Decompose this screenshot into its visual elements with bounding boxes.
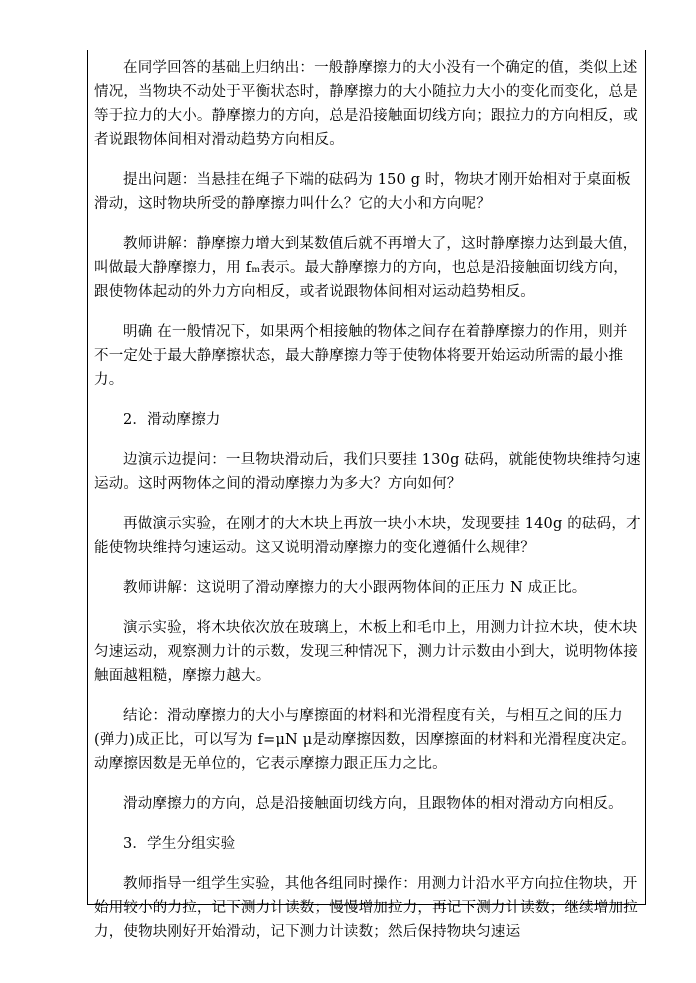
paragraph-conclusion: 结论：滑动摩擦力的大小与摩擦面的材料和光滑程度有关，与相互之间的压力(弹力)成正比，可以写为 f=μN μ是动摩擦因数，因摩擦面的材料和光滑程度决定。动摩擦因数是无单位的，它表示摩擦力跟正压力之比。 xyxy=(94,708,636,772)
section-heading-group-experiment: 3．学生分组实验 xyxy=(123,836,236,852)
paragraph-clarification: 明确 在一般情况下，如果两个相接触的物体之间存在着静摩擦力的作用，则并不一定处于最大静摩擦状态，最大静摩擦力等于使物体将要开始运动所需的最小推力。 xyxy=(94,324,628,388)
section-heading-sliding-friction: 2．滑动摩擦力 xyxy=(123,412,221,428)
paragraph-surface-demo: 演示实验，将木块依次放在玻璃上，木板上和毛巾上，用测力计拉木块，使木块匀速运动，观察测力计的示数，发现三种情况下，测力计示数由小到大，说明物体接触面越粗糙，摩擦力越大。 xyxy=(94,620,638,684)
paragraph-teacher-explanation: 教师讲解：这说明了滑动摩擦力的大小跟两物体间的正压力 N 成正比。 xyxy=(123,580,587,596)
paragraph-group-experiment: 教师指导一组学生实验，其他各组同时操作：用测力计沿水平方向拉住物块，开始用较小的力拉，记下测力计读数；慢慢增加拉力，再记下测力计读数；继续增加拉力，使物块刚好开始滑动，记下测力计读数；然后保持物块匀速运 xyxy=(94,876,638,940)
paragraph-question: 提出问题：当悬挂在绳子下端的砝码为 150 g 时，物块才刚开始相对于桌面板滑动，这时物块所受的静摩擦力叫什么？它的大小和方向呢？ xyxy=(94,172,631,212)
paragraph-sliding-direction: 滑动摩擦力的方向，总是沿接触面切线方向，且跟物体的相对滑动方向相反。 xyxy=(123,796,623,812)
paragraph-static-friction-summary: 在同学回答的基础上归纳出：一般静摩擦力的大小没有一个确定的值，类似上述情况，当物块不动处于平衡状态时，静摩擦力的大小随拉力大小的变化而变化，总是等于拉力的大小。静摩擦力的方向，总是沿接触面切线方向；跟拉力的方向相反，或者说跟物体间相对滑动趋势方向相反。 xyxy=(94,60,638,148)
paragraph-max-static-friction: 教师讲解：静摩擦力增大到某数值后就不再增大了，这时静摩擦力达到最大值，叫做最大静摩擦力，用 fₘ表示。最大静摩擦力的方向，也总是沿接触面切线方向，跟使物体起动的外力方向相反，或者说跟物体间相对运动趋势相反。 xyxy=(94,236,638,300)
document-body xyxy=(88,50,645,944)
table-cell xyxy=(87,50,646,940)
paragraph-demo-question: 边演示边提问：一旦物块滑动后，我们只要挂 130g 砝码，就能使物块维持匀速运动。这时两物体之间的滑动摩擦力为多大？方向如何？ xyxy=(94,452,641,492)
paragraph-repeat-demo: 再做演示实验，在刚才的大木块上再放一块小木块，发现要挂 140g 的砝码，才能使物块维持匀速运动。这又说明滑动摩擦力的变化遵循什么规律？ xyxy=(94,516,641,556)
